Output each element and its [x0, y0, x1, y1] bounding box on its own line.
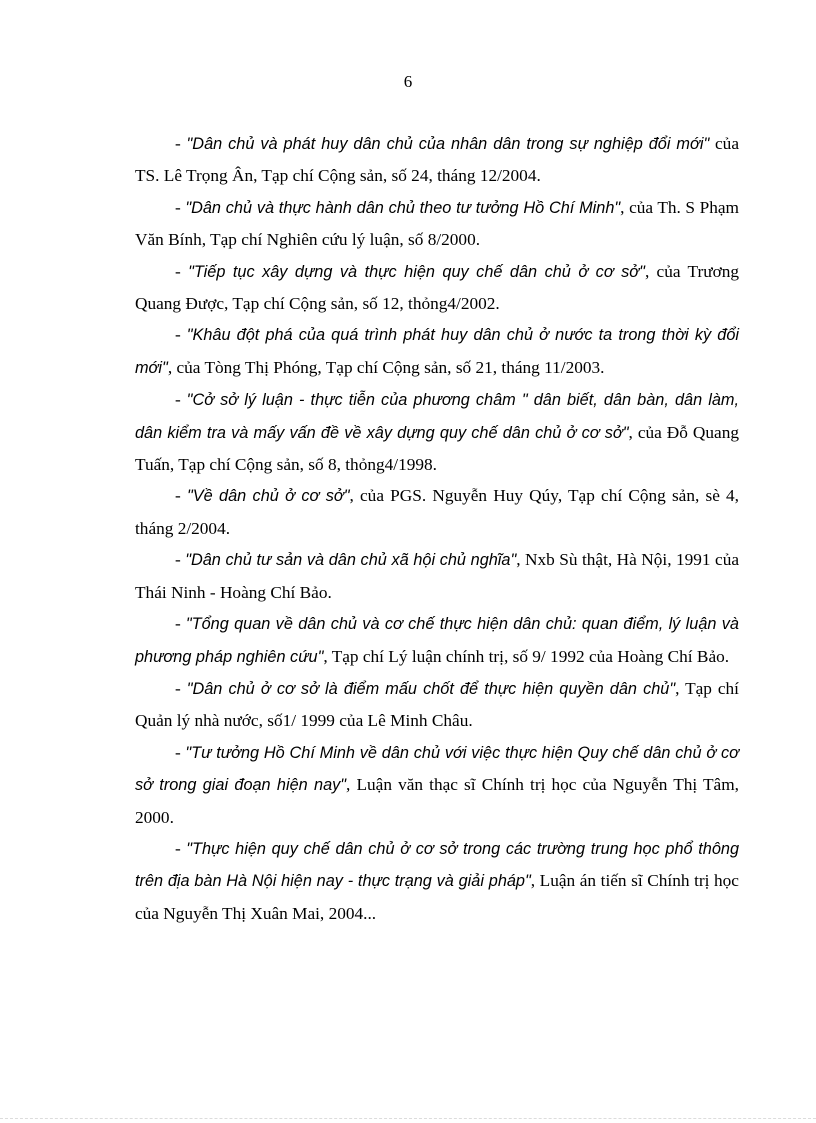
- entry-source: , của Tòng Thị Phóng, Tạp chí Cộng sản, số 21, tháng 11/2003.: [167, 357, 605, 377]
- reference-entry: [135, 608, 739, 673]
- entry-dash: -: [175, 261, 189, 281]
- reference-list: [135, 128, 739, 929]
- entry-source: , Luận án tiến sĩ Chính trị học của Nguyễn Thị Xuân Mai, 2004...: [135, 871, 739, 923]
- entry-source: , Tạp chí Lý luận chính trị, số 9/ 1992 của Hoàng Chí Bảo.: [323, 646, 730, 666]
- entry-source: , của Đỗ Quang Tuấn, Tạp chí Cộng sản, số 8, thỏng4/1998.: [135, 422, 739, 475]
- reference-entry: [135, 256, 739, 320]
- entry-title: "Cở sở lý luận - thực tiễn của phương châm " dân biết, dân bàn, dân làm, dân kiểm tra và mấy vấn đề về xây dựng quy chế dân chủ ở cơ sở": [135, 391, 739, 442]
- entry-title: "Dân chủ và phát huy dân chủ của nhân dân trong sự nghiệp đổi mới": [186, 135, 710, 153]
- entry-title: "Tổng quan về dân chủ và cơ chế thực hiện dân chủ: quan điểm, lý luận và phương pháp nghiên cứu": [135, 615, 739, 666]
- page-bottom-border: [0, 1118, 816, 1119]
- entry-dash: -: [175, 614, 186, 634]
- entry-dash: -: [175, 390, 187, 410]
- entry-title: "Dân chủ ở cơ sở là điểm mấu chốt để thực hiện quyền dân chủ": [186, 679, 676, 698]
- entry-dash: -: [175, 550, 186, 570]
- entry-dash: -: [175, 197, 186, 217]
- entry-source: , của Trương Quang Được, Tạp chí Cộng sản, số 12, thỏng4/2002.: [135, 261, 740, 314]
- entry-title: "Tiếp tục xây dựng và thực hiện quy chế dân chủ ở cơ sở": [188, 262, 645, 281]
- entry-dash: -: [175, 134, 187, 153]
- entry-dash: -: [175, 678, 187, 698]
- entry-source: , Luận văn thạc sĩ Chính trị học của Nguyễn Thị Tâm, 2000.: [135, 775, 739, 827]
- reference-entry: [135, 192, 739, 256]
- entry-dash: -: [175, 325, 187, 345]
- entry-title: "Khâu đột phá của quá trình phát huy dân chủ ở nước ta trong thời kỳ đổi mới": [135, 326, 739, 377]
- entry-source: , của Th. S Phạm Văn Bính, Tạp chí Nghiên cứu lý luận, số 8/2000.: [135, 197, 739, 250]
- entry-title: "Tư tưởng Hồ Chí Minh về dân chủ với việc thực hiện Quy chế dân chủ ở cơ sở trong giai đoạn hiện nay": [135, 743, 740, 795]
- reference-entry: [135, 737, 739, 833]
- reference-entry: [135, 384, 739, 480]
- entry-dash: -: [175, 486, 187, 506]
- reference-entry: [135, 128, 739, 192]
- reference-entry: [135, 319, 739, 384]
- entry-source: của TS. Lê Trọng Ân, Tạp chí Cộng sản, số 24, tháng 12/2004.: [135, 134, 739, 186]
- entry-dash: -: [175, 838, 187, 858]
- entry-source: , Tạp chí Quản lý nhà nước, số1/ 1999 của Lê Minh Châu.: [135, 678, 739, 731]
- reference-entry: [135, 480, 739, 544]
- entry-title: "Dân chủ và thực hành dân chủ theo tư tưởng Hồ Chí Minh": [185, 198, 621, 217]
- entry-dash: -: [175, 742, 186, 762]
- entry-source: , của PGS. Nguyễn Huy Qúy, Tạp chí Cộng sản, sè 4, tháng 2/2004.: [135, 486, 740, 538]
- reference-entry: [135, 544, 739, 608]
- entry-source: , Nxb Sù thật, Hà Nội, 1991 của Thái Ninh - Hoàng Chí Bảo.: [135, 550, 740, 602]
- reference-entry: [135, 833, 739, 929]
- entry-title: "Về dân chủ ở cơ sở": [186, 487, 350, 506]
- entry-title: "Dân chủ tư sản và dân chủ xã hội chủ nghĩa": [185, 551, 517, 570]
- reference-entry: [135, 673, 739, 737]
- entry-title: "Thực hiện quy chế dân chủ ở cơ sở trong các trường trung học phổ thông trên địa bàn Hà Nội hiện nay - thực trạng và giải pháp": [135, 839, 739, 891]
- page-number: 6: [403, 72, 413, 91]
